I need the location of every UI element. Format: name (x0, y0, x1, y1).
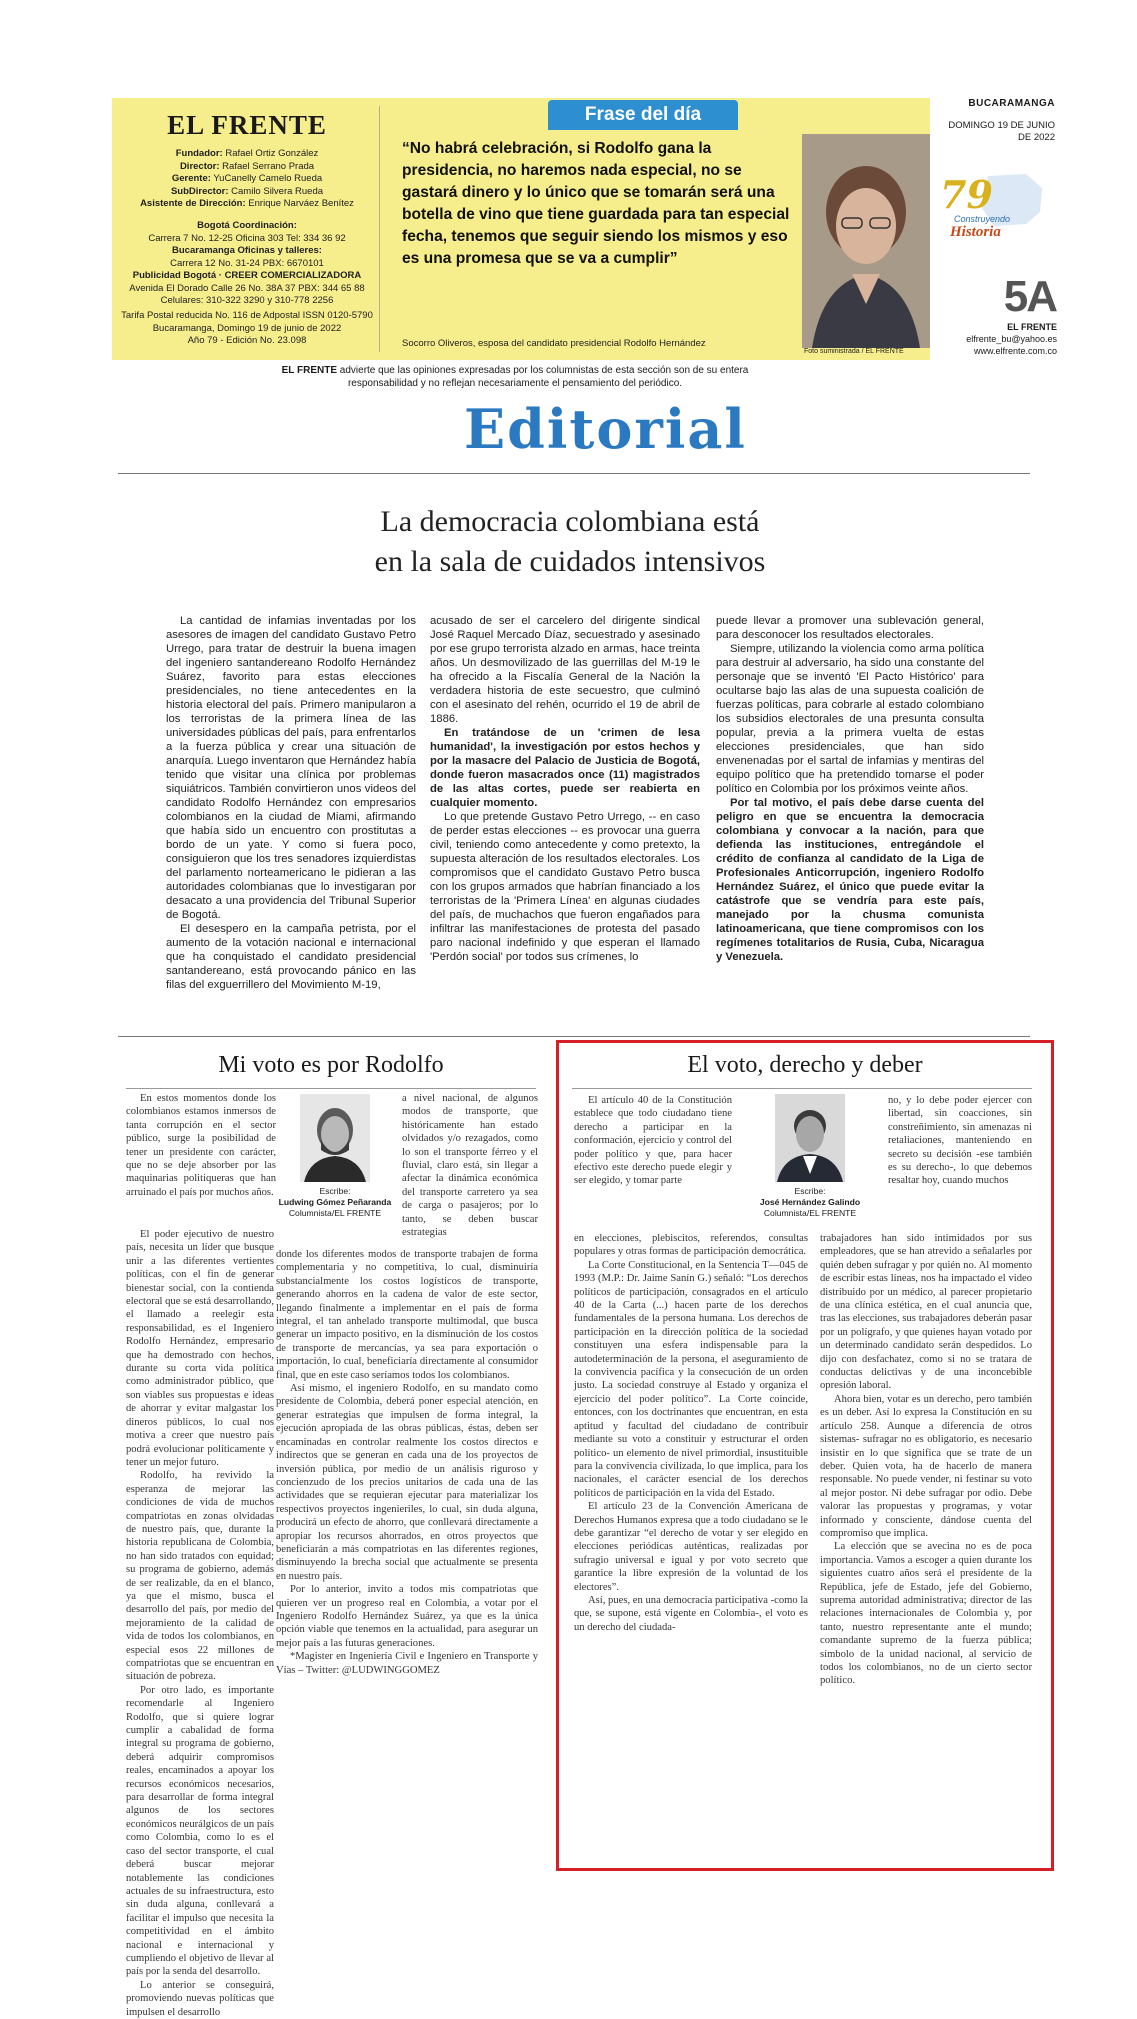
author-photo (775, 1094, 845, 1182)
quote-text: “No habrá celebración, si Rodolfo gana la presidencia, no haremos nada especial, no se gastará dinero y lo único que se tomarán será una botella de vino que tiene guardada para tan especial fecha, tenemos que seguir siendo los mismos y eso es una promesa que se va a cumplir” (402, 140, 790, 267)
edition-date: Bucaramanga, Domingo 19 de junio de 2022 (152, 322, 342, 334)
anniversary-logo (930, 168, 1050, 242)
frase-del-dia-tab: Frase del día (548, 100, 738, 130)
bucaramanga-address: Carrera 12 No. 31-24 PBX: 6670101 (170, 257, 324, 269)
opinion-column-text: El poder ejecutivo de nuestro país, necesita un líder que busque unir a las diferentes vertientes políticas, con el fin de generar bienestar social, con la contienda electoral que se está desarrollando, el llamado a reelegir esta responsabilidad, es el Ingeniero Rodolfo Hernández, empresario que ha demostrado con hechos, durante su corta vida política como administrador público, que son viables sus propuestas e ideas de ahorrar y evitar malgastar los dineros públicos, lo cual nos motiva a creer que nuestro país podrá evolucionar políticamente y tener un mejor futuro. Rodolfo, ha revivido la esperanza de mejorar las condiciones de vida de muchos compatriotas en zonas olvidadas de nuestro país, que, durante la historia republicana de Colombia, no han sido tratados con equidad; su programa de gobierno, además de ser realizable, da en el blanco, ya que el mismo, busca el desarrollo del país, por medio del mejoramiento de la calidad de vida de todos los colombianos, en especial esos 22 millones de compatriotas que se encuentran en situación de pobreza. Por otro lado, es importante recomendarle al Ingeniero Rodolfo, que si quiere lograr cumplir a cabalidad de forma integral su programa de gobierno, deberá adquirir compromisos reales, encaminados a apoyar los recursos económicos necesarios, para desarrollar de forma integral algunos de los sectores económicos neurálgicos de un país como Colombia, como lo es el caso del sector transporte, el cual deberá buscar mejorar notablemente las condiciones actuales de su infraestructura, esto sin duda alguna, conllevará a facilitar el impulso que necesita la competitividad en el ámbito nacional e internacional y cumpliendo el objetivo de llevar al país por la senda del desarrollo. Lo anterior se conseguirá, promoviendo nuevas políticas que impulsen el desarrollo (126, 1229, 274, 2018)
disclaimer: EL FRENTE advierte que las opiniones expresadas por los columnistas de esta sección son de su entera responsabilidad y no reflejan necesariamente el pensamiento del periódico. (281, 365, 749, 389)
paragraph: El desespero en la campaña petrista, por el aumento de la votación nacional e internacional que ha conquistado el candidato presidencial santandereano, está provocando pánico en las filas del exguerrillero del Movimiento M-19, (166, 923, 416, 991)
editorial-column-1 (166, 614, 416, 992)
staff-line: Gerente: YuCanelly Camelo Rueda (171, 173, 323, 184)
bogota-address: Carrera 7 No. 12-25 Oficina 303 Tel: 334 36 92 (148, 232, 346, 244)
anniversary-number: 79 (940, 172, 993, 217)
paragraph: acusado de ser el carcelero del dirigente sindical José Raquel Mercado Díaz, secuestrado y asesinado por ese grupo terrorista alzado en armas, hace treinta años. Un desmovilizado de las guerrillas del M-19 le ha ofrecido a la Fiscalía General de la Nación la verdadera historia de este secuestro, que culminó con el asesinato del rehén, ocurrido el 19 de abril de 1886. (430, 615, 700, 725)
anniversary-text2: Historia (950, 224, 1001, 240)
author-photo (300, 1094, 370, 1182)
tarifa: Tarifa Postal reducida No. 116 de Adpostal ISSN 0120-5790 (121, 310, 373, 321)
bucaramanga-label: Bucaramanga Oficinas y talleres: (172, 245, 322, 256)
opinion-column-text: en elecciones, plebiscitos, referendos, consultas populares y otras formas de participación democrática. La Corte Constitucional, en la Sentencia T—045 de 1993 (M.P.: Dr. Jaime Sanín G.) señaló: “Los derechos políticos de participación, consagrados en el artículo 40 de la Carta (...) hacen parte de los derechos fundamentales de la persona humana. Los derechos de participación en la dirección política de la sociedad constituyen una esfera indispensable para la autodeterminación de la persona, el aseguramiento de la convivencia pacífica y la consecución de un orden justo. La sociedad construye al Estado y organiza el ejercicio del poder político”. La Corte coincide, entonces, con los doctrinantes que encuentran, en esta aptitud y facultad del ciudadano de contribuir mediante su voto a constituir y estructurar el orden político- un elemento de nivel primordial, insustituible para la convivencia civilizada, lo que implica, para los nacionales, el carácter esencial de los derechos políticos de participación en la vida del Estado. El artículo 23 de la Convención Americana de Derechos Humanos expresa que a todo ciudadano se le debe garantizar “el derecho de votar y ser elegido en elecciones periódicas auténticas, realizadas por sufragio universal e igual y por voto secreto que garantice la libre expresión de la voluntad de los electores”. Así, pues, en una democracia participativa -como la que, se supone, está vigente en Colombia-, el voto es un derecho del ciudada- (574, 1233, 808, 1633)
anniversary-text1: Construyendo (954, 214, 1011, 224)
divider (118, 473, 1030, 474)
paragraph: La cantidad de infamias inventadas por los asesores de imagen del candidato Gustavo Petro Urrego, para tratar de destruir la buena imagen del ingeniero santandereano Rodolfo Hernández Suárez, favorito para estas elecciones presidenciales, no tiene antecedentes en la historia electoral del país. Primero manipularon a los terroristas de la primera línea de las universidades públicas del país, para enfrentarlos a la fuerza pública y crear una situación de anarquía. Luego inventaron que Hernández había tenido que visitar una clínica por problemas siquiátricos. También convirtieron unos videos del candidato Rodolfo Hernández con empresarios colombianos en la ciudad de Miami, afirmando que había sido un encuentro con prostitutas a bordo de un yate. Y como si fuera poco, consiguieron que los tres senadores izquierdistas del parlamento norteamericano le pidieran a las autoridades colombianas que lo investigaran por desacato a una providencia del Tribunal Superior de Bogotá. (166, 615, 416, 921)
editorial-column-3 (716, 614, 984, 964)
editorial-title: La democracia colombiana está en la sala de cuidados intensivos (374, 505, 766, 578)
email: elfrente_bu@yahoo.es (966, 334, 1057, 344)
masthead-box (112, 98, 930, 360)
divider (118, 1036, 1030, 1037)
section-banner: Editorial (464, 397, 747, 461)
author-caption: Escribe: Ludwing Gómez Peñaranda Columnista/EL FRENTE (278, 1186, 392, 1218)
opinion-column-text: a nivel nacional, de algunos modos de transporte, que históricamente han estado olvidados y/o rezagados, como lo son el transporte férreo y el fluvial, claro está, sin llegar a afectar la dinámica económica del transporte carretero ya sea de carga o pasajeros; por lo tanto, se deben buscar estrategias (402, 1093, 538, 1239)
edition-block (118, 310, 376, 348)
date-label: DOMINGO 19 DE JUNIO DE 2022 (948, 120, 1055, 143)
quote-author-photo (802, 134, 930, 348)
edition-number: Año 79 - Edición No. 23.098 (187, 335, 307, 346)
page-paper-name: EL FRENTE (1007, 322, 1057, 332)
publicidad-label: Publicidad Bogotá · CREER COMERCIALIZADORA (132, 270, 362, 281)
paragraph: Siempre, utilizando la violencia como arma política para destruir al adversario, ha sido una constante del personaje que se inventó 'El Pacto Histórico' para ocultarse bajo las alas de una supuesta coalición de fuerzas políticas, para cobrarle al estado colombiano los subsidios electorales de una presunta consulta popular, previa a la primera vuelta de estas elecciones presidenciales, que han sido envenenadas por el sartal de infamias y mentiras del equipo político que ha pretendido tomarse el poder político en Colombia por los próximos veinte años. (716, 643, 984, 795)
phones: Celulares: 310-322 3290 y 310-778 2256 (160, 295, 334, 306)
staff-line: Asistente de Dirección: Enrique Narváez Benítez (140, 198, 354, 209)
bogota-label: Bogotá Coordinación: (197, 220, 297, 231)
staff-line: Fundador: Rafael Ortiz González (175, 148, 319, 159)
opinion-title: Mi voto es por Rodolfo (218, 1052, 444, 1078)
staff-line: Director: Rafael Serrano Prada (179, 160, 315, 172)
page-number: 5A (1003, 272, 1056, 321)
opinion-column-text: no, y lo debe poder ejercer con libertad, sin coacciones, sin constreñimiento, sin amenazas ni retaliaciones, manteniendo en secreto su decisión -ese también es su derecho-, lo que debemos resaltar hoy, cuando muchos (888, 1095, 1032, 1187)
paragraph: Lo que pretende Gustavo Petro Urrego, -- en caso de perder estas elecciones -- es provocar una guerra civil, teniendo como antecedente y como pretexto, la supuesta alteración de los resultados electorales. Los compromisos que el candidato Gustavo Petro busca con los grupos armados que habrían financiado a los terroristas de la 'Primera Línea' en algunas ciudades del país, de muchachos que fueron engañados para infiltrar las manifestaciones de protesta del pasado paro nacional indefinido y que esperan el llamado 'Perdón social' por todos sus crímenes, lo (430, 811, 700, 963)
staff-list (118, 148, 376, 211)
opinion-column-text: En estos momentos donde los colombianos estamos inmersos de tanta corrupción en el sector público, surge la posibilidad de tener un presidente con carácter, que no se deje absorber por las maquinarias politiqueras que han arruinado el país por muchos años. (126, 1093, 276, 1198)
paragraph: Por tal motivo, el país debe darse cuenta del peligro en que se encuentra la democracia colombiana y convocar a la nación, para que defienda las instituciones, entregándole el crédito de confianza al candidato de la Liga de Profesionales Anticorrupción, ingeniero Rodolfo Hernández Suárez, el único que puede evitar la catástrofe que se vendría para este país, manejado por la chusma comunista latinoamericana, que tiene compromisos con los regímenes totalitarios de Rusia, Cuba, Nicaragua y Venezuela. (716, 797, 984, 963)
city-label: BUCARAMANGA (968, 98, 1055, 109)
photo-credit: Foto suministrada / EL FRENTE (804, 348, 904, 355)
opinion-column-text: El artículo 40 de la Constitución establece que todo ciudadano tiene derecho a participar en la conformación, ejercicio y control del poder político y que, para hacer efectivo este derecho puede elegir y ser elegido, y tomar parte (574, 1095, 732, 1187)
quote-author: Socorro Oliveros, esposa del candidato presidencial Rodolfo Hernández (402, 338, 706, 349)
paragraph: puede llevar a promover una sublevación general, para desconocer los resultados electorales. (716, 615, 984, 641)
author-box (735, 1094, 885, 1226)
website: www.elfrente.com.co (973, 346, 1057, 356)
paragraph: En tratándose de un 'crimen de lesa humanidad', la investigación por estos hechos y por la masacre del Palacio de Justicia de Bogotá, donde fueron masacrados once (11) magistrados de las altas cortes, puede ser reabierta en cualquier momento. (430, 727, 700, 809)
divider (126, 1088, 536, 1089)
author-box (272, 1094, 398, 1226)
editorial-column-2 (430, 614, 700, 964)
paper-name: EL FRENTE (167, 110, 327, 140)
contact-block (118, 220, 376, 308)
publicidad-address: Avenida El Dorado Calle 26 No. 38A 37 PBX: 344 65 88 (129, 282, 365, 294)
divider (572, 1088, 1032, 1089)
masthead-divider (379, 106, 380, 352)
opinion-column-text: donde los diferentes modos de transporte trabajen de forma complementaria y no competitiva, lo cual, disminuiría substancialmente los costos logísticos de transporte, generando ahorros en la cadena de valor de este sector, llegando finalmente a implementar en el país de forma integral, el tan anhelado transporte multimodal, que busca generar un impacto positivo, en la disminución de los costos de transporte de mercancías, ya sea para exportación o importación, lo cual, beneficiaría directamente al consumidor final, que en este caso seríamos todos los colombianos. Así mismo, el ingeniero Rodolfo, en su mandato como presidente de Colombia, deberá poner especial atención, en generar estrategias que impulsen de forma integral, la ejecución apropiada de las obras públicas, éstas, deben ser encaminadas en controlar realmente los costos directos e indirectos que se generan en cada una de los proyectos de inversión pública, por medio de un análisis riguroso y concienzudo de los precios unitarios de cada una de las actividades que se requieran ejecutar para materializar los respectivos proyectos ingenieriles, lo cual, sin duda alguna, producirá un efecto de ahorro, que conllevará directamente a apropiar los recursos ahorrados, en otros proyectos que beneficiarán a más compatriotas en las diferentes regiones, disminuyendo la brecha social que actualmente se presenta en nuestro país. Por lo anterior, invito a todos mis compatriotas que quieren ver un progreso real en Colombia, a votar por el Ingeniero Rodolfo Hernández Suárez, ya que es la única opción viable que tenemos en la actualidad, para asegurar un mejor país a las futuras generaciones. *Magister en Ingeniería Civil e Ingeniero en Transporte y Vías – Twitter: @LUDWINGGOMEZ (276, 1249, 538, 1676)
author-caption: Escribe: José Hernández Galindo Columnista/EL FRENTE (759, 1186, 861, 1218)
staff-line: SubDirector: Camilo Silvera Rueda (170, 185, 324, 197)
opinion-column-text: trabajadores han sido intimidados por sus empleadores, que se han atrevido a señalarles por quién deben sufragar y por quién no. Al momento de escribir estas líneas, nos ha impactado el video distribuido por un médico, al parecer propietario de una clínica estética, en el cual anuncia que, tras las elecciones, sus trabajadores deberán pasar por un polígrafo, y que quienes hayan votado por un determinado candidato serán despedidos. Lo dijo con desfachatez, como si no se tratara de conductas delictivas y de una inconcebible opresión laboral. Ahora bien, votar es un derecho, pero también es un deber. Así lo expresa la Constitución en su artículo 258. Aunque a diferencia de otros sistemas- sufragar no es obligatorio, es necesario insistir en lo que significa que se trate de un deber. Quien vota, ha de hacerlo de manera responsable. No puede vender, ni festinar su voto al mejor postor. Ni debe sufragar por odio. Debe valorar las propuestas y programas, y votar informado y consciente, dándose cuenta del compromiso que implica. La elección que se avecina no es de poca importancia. Vamos a escoger a quien durante los siguientes cuatro años será el presidente de la República, jefe de Estado, jefe del Gobierno, suprema autoridad administrativa; director de las relaciones internacionales de Colombia y, por tanto, nuestro representante ante el mundo; comandante supremo de la fuerza pública; símbolo de la unidad nacional, al servicio de todos los colombianos, no de un cierto sector político. (820, 1233, 1032, 1687)
opinion-title: El voto, derecho y deber (687, 1052, 923, 1078)
